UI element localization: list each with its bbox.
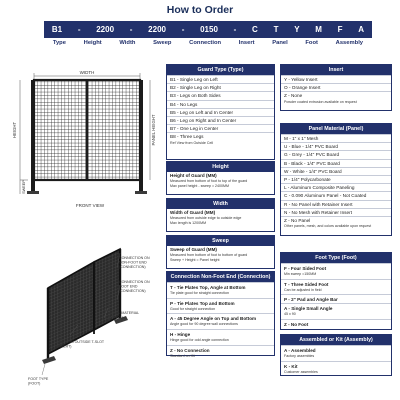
connection-option: A - 45 Degree Angle on Top and Bottom Angle good for 90 degree wall connections [167, 313, 274, 329]
front-view-label: FRONT VIEW [75, 203, 105, 208]
callout-foot-end-1: CONNECTION ON [119, 280, 150, 284]
connection-option: P - Tie Plates Top and Bottom Good for straight connection [167, 298, 274, 314]
sweep-note: Sweep + Height = Panel height [170, 257, 220, 262]
panel-material-header: Panel Material (Panel) [281, 124, 391, 134]
sweep-header: Sweep [167, 236, 274, 246]
label-panel: Panel [272, 40, 288, 46]
code-insert: T [273, 25, 279, 34]
right-leg [139, 80, 143, 192]
front-view-drawing [12, 70, 156, 208]
insert-table [280, 64, 392, 111]
panel-material-option: Z - No Panel [281, 216, 391, 224]
panel-material-option: U - Blue - 1/4" PVC Board [281, 142, 391, 150]
panel-material-option: B - Black - 1/4" PVC Board [281, 159, 391, 167]
code-foot: M [315, 25, 322, 34]
width-note: Max length is 1200MM [170, 220, 207, 225]
height-note: Measured from bottom of foot to top of the guard [170, 179, 248, 183]
callout-insert-2: (INSERT) [56, 344, 72, 349]
panel-material-option: G - Grey - 1/4" PVC Board [281, 150, 391, 158]
label-insert: Insert [238, 40, 255, 46]
label-foot: Foot [305, 40, 318, 46]
sweep-note: Measured from bottom of foot to bottom of guard [170, 253, 248, 257]
assembly-option: A - Assembled Factory assembles [281, 345, 391, 361]
sweep-label: SWEEP [22, 180, 26, 194]
insert-option: Y - Yellow Insert [281, 75, 391, 83]
callout-foot-type-2: (FOOT) [28, 381, 41, 386]
insert-option: Z - None [281, 91, 391, 99]
connection-option: T - Tie Plates Top, Angle at Bottom Tie plate good for straight connection [167, 282, 274, 298]
foot-type-option: Z - No Foot [281, 319, 391, 328]
width-note: Measured from outside edge to outside edge [170, 216, 242, 220]
callout-insert-1: INSERT IN OUTSIDE T-SLOT [56, 340, 105, 344]
guard-type-option: B7 - One Leg in Center [167, 124, 274, 132]
height-label: HEIGHT [12, 121, 17, 139]
panel-material-option: N - No Mesh with Retainer Insert [281, 208, 391, 216]
connection-option: Z - No Connection Standard on Kit [167, 345, 274, 361]
callout-non-foot-end-2: NON-FOOT END [119, 260, 147, 265]
code-assembly: A [358, 25, 365, 34]
foot-type-option: P - 2" Pad and Angle Bar [281, 294, 391, 303]
callout-non-foot-end-1: CONNECTION ON [119, 256, 150, 260]
label-type: Type [52, 40, 66, 46]
width-label: WIDTH [79, 70, 95, 75]
assembly-option: K - Kit Customer assembles [281, 361, 391, 377]
callout-non-foot-end-3: (CONNECTION) [119, 265, 146, 269]
label-connection: Connection [189, 40, 222, 46]
code-separator: - [233, 25, 237, 34]
code-separator: F [337, 25, 343, 34]
callout-foot-end-3: (CONNECTION) [119, 289, 146, 293]
guard-type-option: B2 - Single Leg on Right [167, 83, 274, 91]
panel-material-option: W - White - 1/4" PVC Board [281, 167, 391, 175]
code-panel: Y [294, 25, 300, 34]
guard-type-option: B8 - Three Legs [167, 132, 274, 140]
guard-type-header: Guard Type (Type) [167, 65, 274, 75]
connection-table [166, 271, 275, 356]
width-title: Width of Guard (MM) [170, 210, 216, 215]
foot-type-option: F - Four Sided Foot Min sweep =150MM [281, 263, 391, 279]
code-sweep: 0150 [200, 25, 218, 34]
order-code-bar [44, 21, 372, 38]
height-table [166, 161, 275, 195]
left-foot [27, 191, 39, 194]
callout-panel-material-2: (PANEL) [109, 315, 123, 320]
panel-material-note: Other panels, mesh, and colors available upon request [284, 224, 372, 229]
foot-type-table [280, 252, 392, 330]
insert-header: Insert [281, 65, 391, 75]
width-header: Width [167, 199, 274, 209]
label-height: Height [83, 40, 102, 46]
guard-type-option: B5 - Leg on Left and In Center [167, 108, 274, 116]
code-width: 2200 [148, 25, 166, 34]
code-separator: - [77, 25, 81, 34]
code-separator: - [181, 25, 185, 34]
panel-material-option: R - No Panel with Retainer Insert [281, 200, 391, 208]
panel-material-option: C - 0.090 Aluminum Panel - Not Coated [281, 191, 391, 199]
panel-material-option: L - Aluminum Composite Paneling [281, 183, 391, 191]
panel-height-label: PANEL HEIGHT [151, 114, 156, 146]
guard-type-option: B3 - Legs on Both Sides [167, 91, 274, 99]
label-sweep: Sweep [153, 40, 172, 46]
height-title: Height of Guard (MM) [170, 173, 217, 178]
foot-type-header: Foot Type (Foot) [281, 253, 391, 263]
right-foot [135, 191, 147, 194]
connection-option: H - Hinge Hinge good for odd angle connection [167, 329, 274, 345]
guard-diagram [0, 58, 165, 400]
insert-option: O - Orange Insert [281, 83, 391, 91]
left-leg [31, 80, 35, 192]
guard-type-table [166, 64, 275, 160]
height-header: Height [167, 162, 274, 172]
insert-note: Powder coated extrusion available on request [284, 99, 357, 104]
sweep-title: Sweep of Guard (MM) [170, 247, 217, 252]
label-assembly: Assembly [335, 40, 364, 46]
callout-panel-material-1: PANEL MATERIAL [109, 311, 140, 315]
guard-type-option: B4 - No Legs [167, 100, 274, 108]
callout-foot-end-2: FOOT END [119, 284, 138, 289]
callout-foot-type-1: FOOT TYPE [28, 377, 49, 381]
code-connection: C [252, 25, 258, 34]
guard-type-option: B1 - Single Leg on Left [167, 75, 274, 83]
foot-type-option: A - Single Small Angle 45 x 90 [281, 303, 391, 319]
sweep-table [166, 235, 275, 269]
assembly-table [280, 334, 392, 376]
label-width: Width [119, 40, 136, 46]
panel-material-table [280, 123, 392, 236]
guard-type-note: Ref View from Outside Cell [170, 140, 214, 145]
page-title: How to Order [166, 4, 234, 16]
foot-type-option: T - Three Sided Foot Can be adjusted in field [281, 279, 391, 295]
height-note: Max panel height - sweep = 2400MM [170, 183, 230, 188]
code-height: 2200 [96, 25, 115, 34]
guard-type-option: B6 - Leg on Right and In Center [167, 116, 274, 124]
connection-header: Connection Non-Foot End (Connection) [167, 272, 274, 282]
code-type: B1 [51, 25, 63, 34]
order-code-labels [44, 40, 372, 50]
panel-material-option: M - 1" x 1" Mesh [281, 134, 391, 142]
width-table [166, 198, 275, 232]
isometric-view-drawing [28, 249, 150, 386]
assembly-header: Assembled or Kit (Assembly) [281, 335, 391, 345]
panel-material-option: P - 1/4" Polycarbonate [281, 175, 391, 183]
code-separator: - [129, 25, 133, 34]
